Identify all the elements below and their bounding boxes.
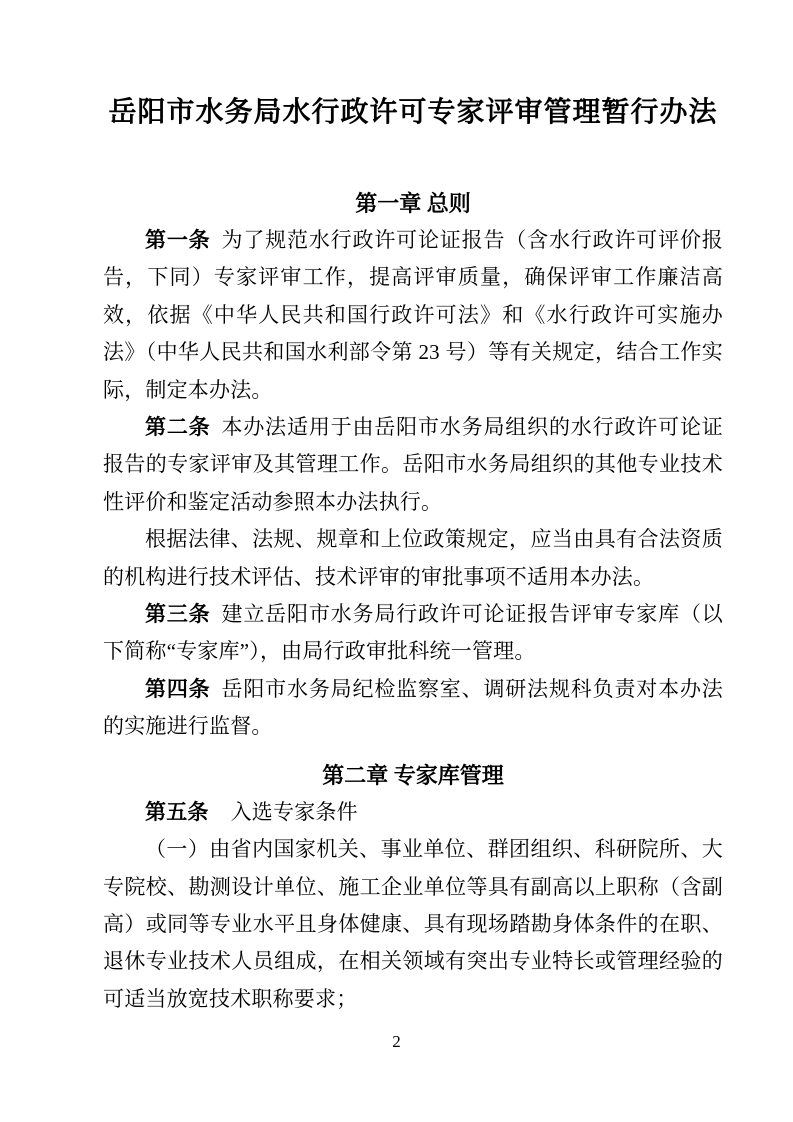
article-5-item-1-text: （一）由省内国家机关、事业单位、群团组织、科研院所、大专院校、勘测设计单位、施工企业单位等具有副高以上职称（含副高）或同等专业水平且身体健康、具有现场踏勘身体条件的在职、退休专业技术人员组成，在相关领域有突出专业特长或管理经验的可适当放宽技术职称要求； — [103, 837, 723, 1011]
article-1-text: 为了规范水行政许可论证报告（含水行政许可评价报告，下同）专家评审工作，提高评审质量，确保评审工作廉洁高效，依据《中华人民共和国行政许可法》和《水行政许可实施办法》（中华人民共和国水利部令第 23 号）等有关规定，结合工作实际，制定本办法。 — [103, 228, 723, 402]
paragraph-article-1 — [103, 222, 723, 409]
paragraph-article-4 — [103, 671, 723, 746]
article-2b-text: 根据法律、法规、规章和上位政策规定，应当由具有合法资质的机构进行技术评估、技术评审的审批事项不适用本办法。 — [103, 527, 723, 589]
article-1-number: 第一条 — [145, 228, 211, 252]
article-5-number: 第五条 — [145, 799, 209, 824]
chapter-1-heading: 第一章 总则 — [355, 191, 471, 216]
article-3-number: 第三条 — [145, 602, 211, 627]
paragraph-article-3 — [103, 596, 723, 671]
article-3-text: 建立岳阳市水务局行政许可论证报告评审专家库（以下简称“专家库”），由局行政审批科统一管理。 — [103, 602, 723, 664]
paragraph-article-2 — [103, 409, 723, 521]
article-5-text: 入选专家条件 — [230, 799, 358, 824]
article-2-number: 第二条 — [145, 415, 211, 440]
paragraph-article-2-continued — [103, 521, 723, 596]
document-title: 岳阳市水务局水行政许可专家评审管理暂行办法 — [108, 97, 718, 128]
article-2-text: 本办法适用于由岳阳市水务局组织的水行政许可论证报告的专家评审及其管理工作。岳阳市水务局组织的其他专业技术性评价和鉴定活动参照本办法执行。 — [103, 415, 723, 514]
paragraph-article-5-item-1 — [103, 831, 723, 1018]
chapter-2-heading: 第二章 专家库管理 — [322, 762, 504, 788]
paragraph-article-5 — [103, 794, 723, 831]
page-number: 2 — [392, 1032, 401, 1051]
article-4-number: 第四条 — [145, 676, 211, 701]
article-4-text: 岳阳市水务局纪检监察室、调研法规科负责对本办法的实施进行监督。 — [103, 676, 723, 739]
